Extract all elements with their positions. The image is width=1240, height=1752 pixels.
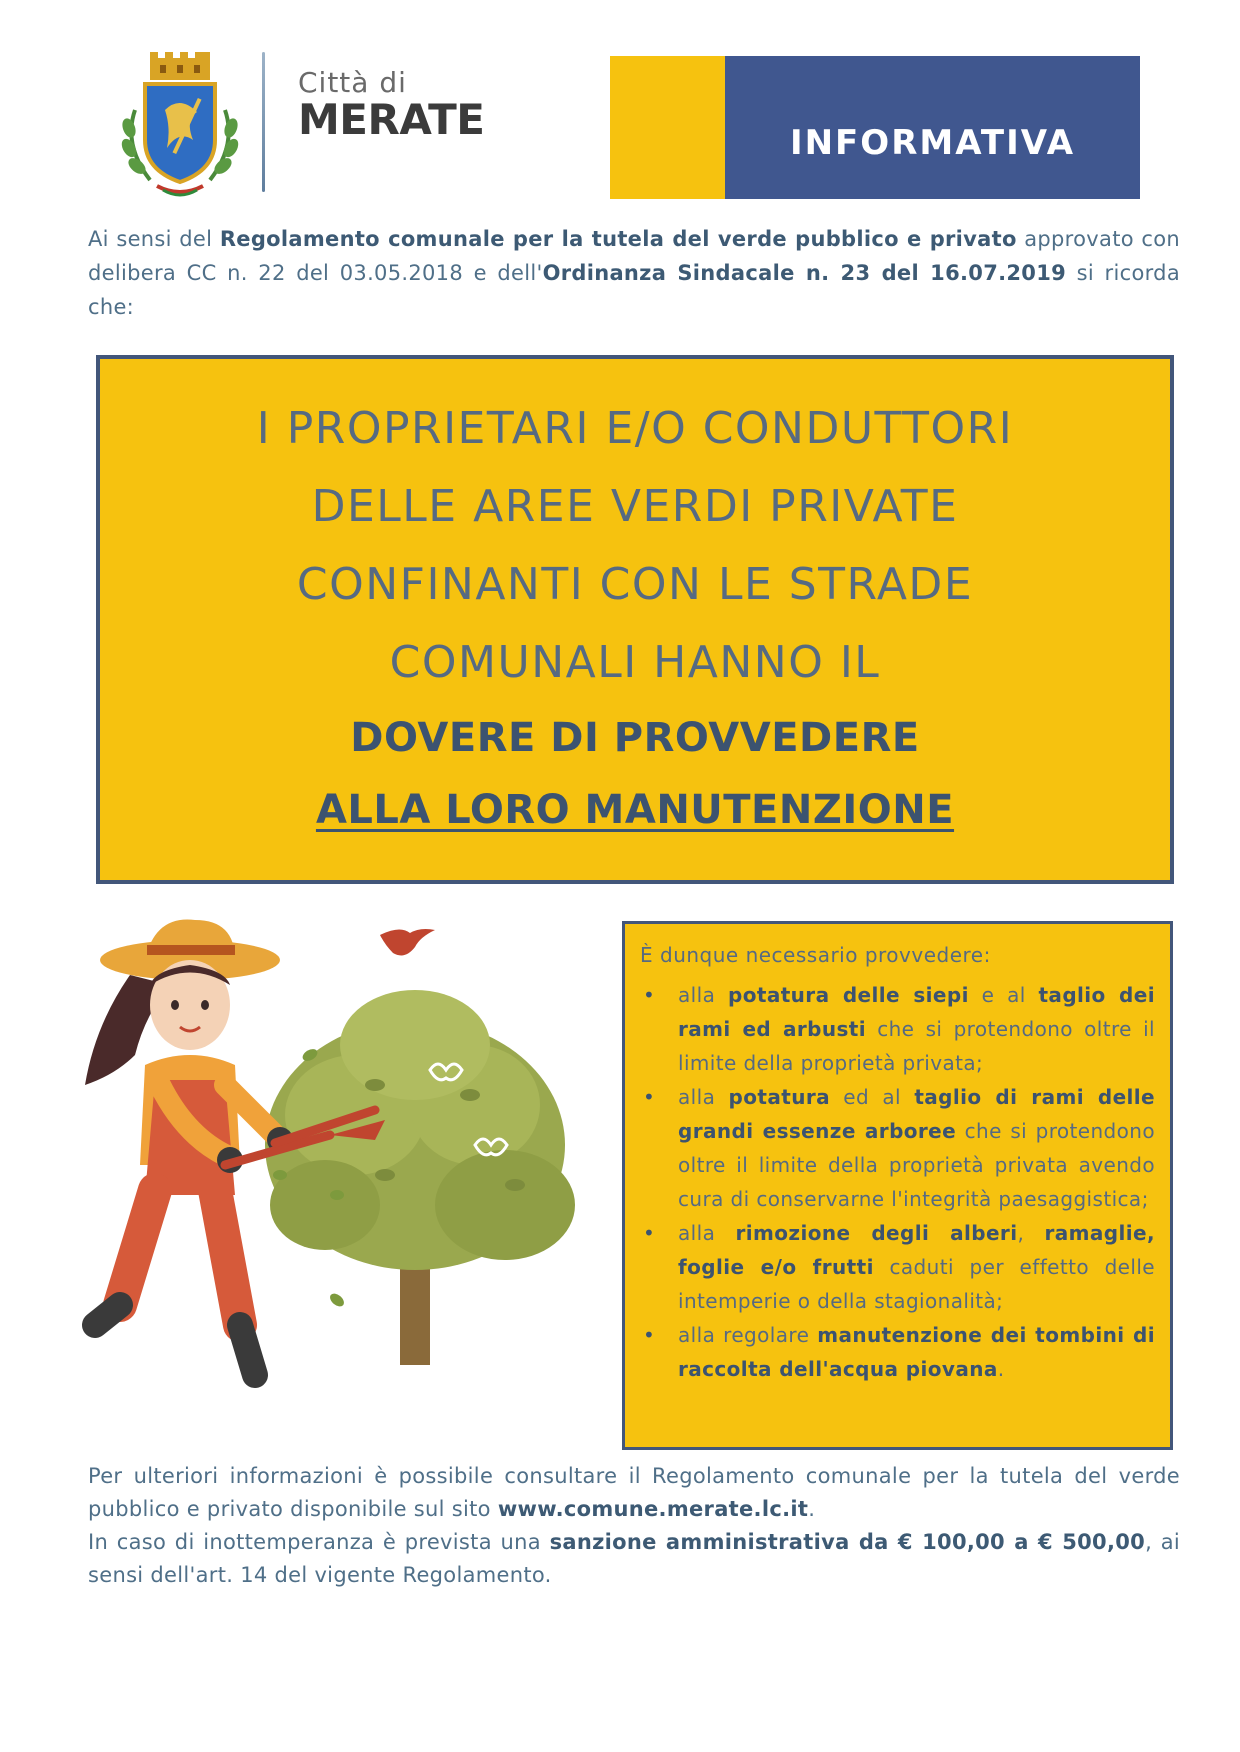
list-item: • alla regolare manutenzione dei tombini di raccolta dell'acqua piovana. bbox=[640, 1318, 1155, 1386]
notice-line: COMUNALI HANNO IL bbox=[389, 637, 881, 688]
city-label: Città di bbox=[298, 66, 407, 99]
bullet-icon: • bbox=[643, 983, 656, 1007]
logo-divider bbox=[262, 52, 265, 192]
notice-underline-line: ALLA LORO MANUTENZIONE bbox=[315, 787, 955, 833]
actions-intro: È dunque necessario provvedere: bbox=[640, 943, 991, 967]
list-item: • alla potatura ed al taglio di rami delle grandi essenze arboree che si protendono oltre il limite della proprietà privata avendo cura di conservarne l'integrità paesaggistica; bbox=[640, 1080, 1155, 1216]
city-name: MERATE bbox=[298, 95, 485, 144]
list-item: • alla potatura delle siepi e al taglio dei rami ed arbusti che si protendono oltre il limite della proprietà privata; bbox=[640, 978, 1155, 1080]
actions-list bbox=[640, 978, 1155, 1386]
notice-line: CONFINANTI CON LE STRADE bbox=[296, 559, 974, 610]
bullet-icon: • bbox=[643, 1323, 656, 1347]
bush-icon bbox=[265, 990, 575, 1365]
footer-sanction: In caso di inottemperanza è prevista una sanzione amministrativa da € 100,00 a € 500,00, ai sensi dell'art. 14 del vigente Regolamento. bbox=[88, 1530, 1180, 1587]
notice-bold-line: DOVERE DI PROVVEDERE bbox=[350, 715, 920, 761]
main-notice-text bbox=[96, 390, 1174, 846]
intro-text: approvato con delibera CC n. 22 del 03.05.2018 e dell' bbox=[88, 227, 1181, 285]
list-item: • alla rimozione degli alberi, ramaglie, foglie e/o frutti caduti per effetto delle intemperie o della stagionalità; bbox=[640, 1216, 1155, 1318]
notice-line: I PROPRIETARI E/O CONDUTTORI bbox=[256, 403, 1014, 454]
gardener-illustration bbox=[75, 905, 615, 1425]
coat-of-arms-icon bbox=[105, 50, 255, 200]
intro-bold: Ordinanza Sindacale n. 23 del 16.07.2019 bbox=[542, 261, 1067, 285]
intro-paragraph bbox=[88, 222, 1180, 324]
footer-paragraph bbox=[88, 1460, 1180, 1592]
intro-text: Ai sensi del bbox=[88, 227, 220, 251]
info-banner bbox=[725, 56, 1140, 199]
intro-bold: Regolamento comunale per la tutela del verde pubblico e privato bbox=[219, 227, 1017, 251]
intro-text: si ricorda che: bbox=[88, 261, 1180, 319]
notice-line: DELLE AREE VERDI PRIVATE bbox=[311, 481, 959, 532]
bird-icon bbox=[380, 929, 435, 955]
website-link[interactable]: www.comune.merate.lc.it bbox=[497, 1497, 809, 1521]
bullet-icon: • bbox=[643, 1085, 656, 1109]
footer-info: Per ulteriori informazioni è possibile consultare il Regolamento comunale per la tutela del verde pubblico e privato disponibile sul sito www.comune.merate.lc.it. bbox=[88, 1464, 1180, 1521]
banner-label: INFORMATIVA bbox=[789, 122, 1076, 163]
bullet-icon: • bbox=[643, 1221, 656, 1245]
